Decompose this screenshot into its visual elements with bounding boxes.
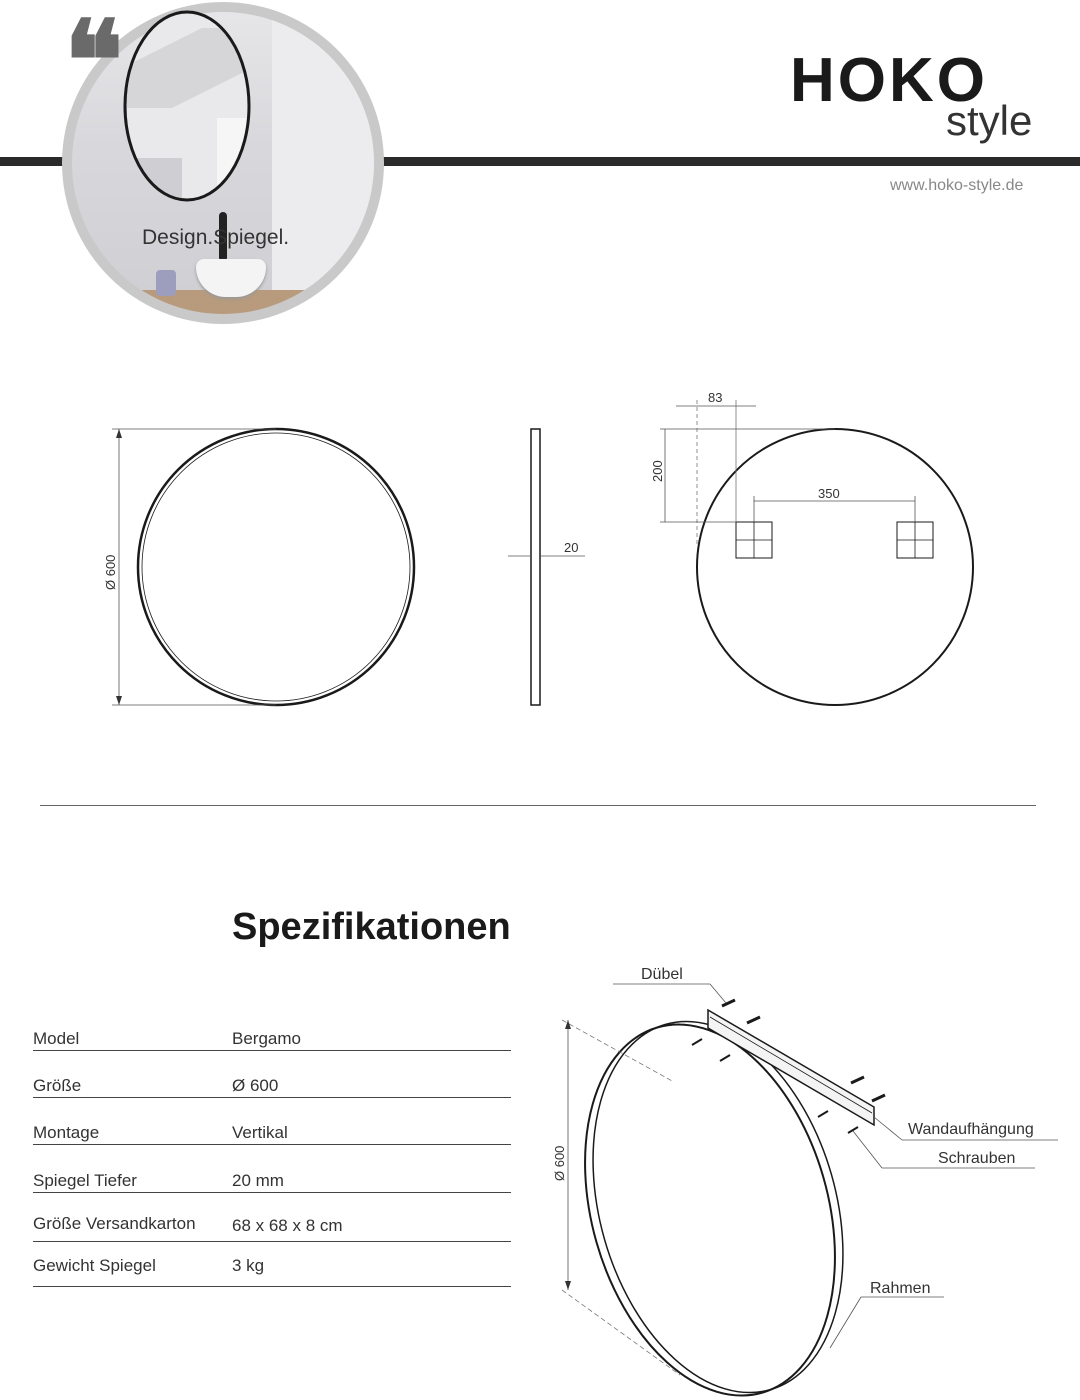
spec-value-weight: 3 kg (232, 1256, 265, 1275)
spec-row-line (33, 1144, 511, 1145)
spec-row-line (33, 1097, 511, 1098)
hero-caption: Design.Spiegel. (142, 226, 290, 249)
label-screws: Schrauben (938, 1150, 1016, 1167)
website-url: www.hoko-style.de (890, 177, 1024, 194)
round-mirror-photo (122, 8, 252, 204)
spec-value-box: 68 x 68 x 8 cm (232, 1216, 343, 1235)
section-divider (40, 805, 1036, 806)
spec-value-model: Bergamo (232, 1029, 301, 1048)
back-height-label: 200 (650, 460, 665, 482)
spec-label-mounting: Montage (33, 1123, 100, 1142)
spec-value-size: Ø 600 (232, 1076, 279, 1095)
brand-logo: HOKO (790, 46, 988, 115)
brand-logo-sub: style (946, 97, 1033, 144)
spec-value-depth: 20 mm (232, 1171, 284, 1190)
spec-label-box: Größe Versandkarton (33, 1214, 196, 1233)
spec-label-model: Model (33, 1029, 80, 1048)
spec-row-line (33, 1286, 511, 1287)
front-view-drawing (112, 429, 414, 705)
label-wall-bracket: Wandaufhängung (908, 1121, 1034, 1138)
front-diameter-label: Ø 600 (103, 554, 118, 590)
side-depth-label: 20 (564, 540, 579, 555)
spec-value-mounting: Vertikal (232, 1123, 288, 1142)
label-frame: Rahmen (870, 1280, 931, 1297)
technical-drawings (0, 380, 1080, 720)
specs-title: Spezifikationen (232, 906, 511, 948)
back-view-drawing (660, 400, 973, 705)
back-offset-label: 83 (708, 390, 723, 405)
back-spacing-label: 350 (818, 486, 840, 501)
spec-row-line (33, 1050, 511, 1051)
spec-label-size: Größe (33, 1076, 82, 1095)
spec-row-line (33, 1241, 511, 1242)
spec-label-weight: Gewicht Spiegel (33, 1256, 156, 1275)
spec-label-depth: Spiegel Tiefer (33, 1171, 137, 1190)
label-dowels: Dübel (641, 966, 683, 983)
spec-row-line (33, 1192, 511, 1193)
exploded-view-drawing (530, 955, 1070, 1400)
quote-icon: ❝ (64, 0, 124, 125)
side-view-drawing (508, 429, 585, 705)
exploded-diameter-label: Ø 600 (552, 1145, 567, 1181)
